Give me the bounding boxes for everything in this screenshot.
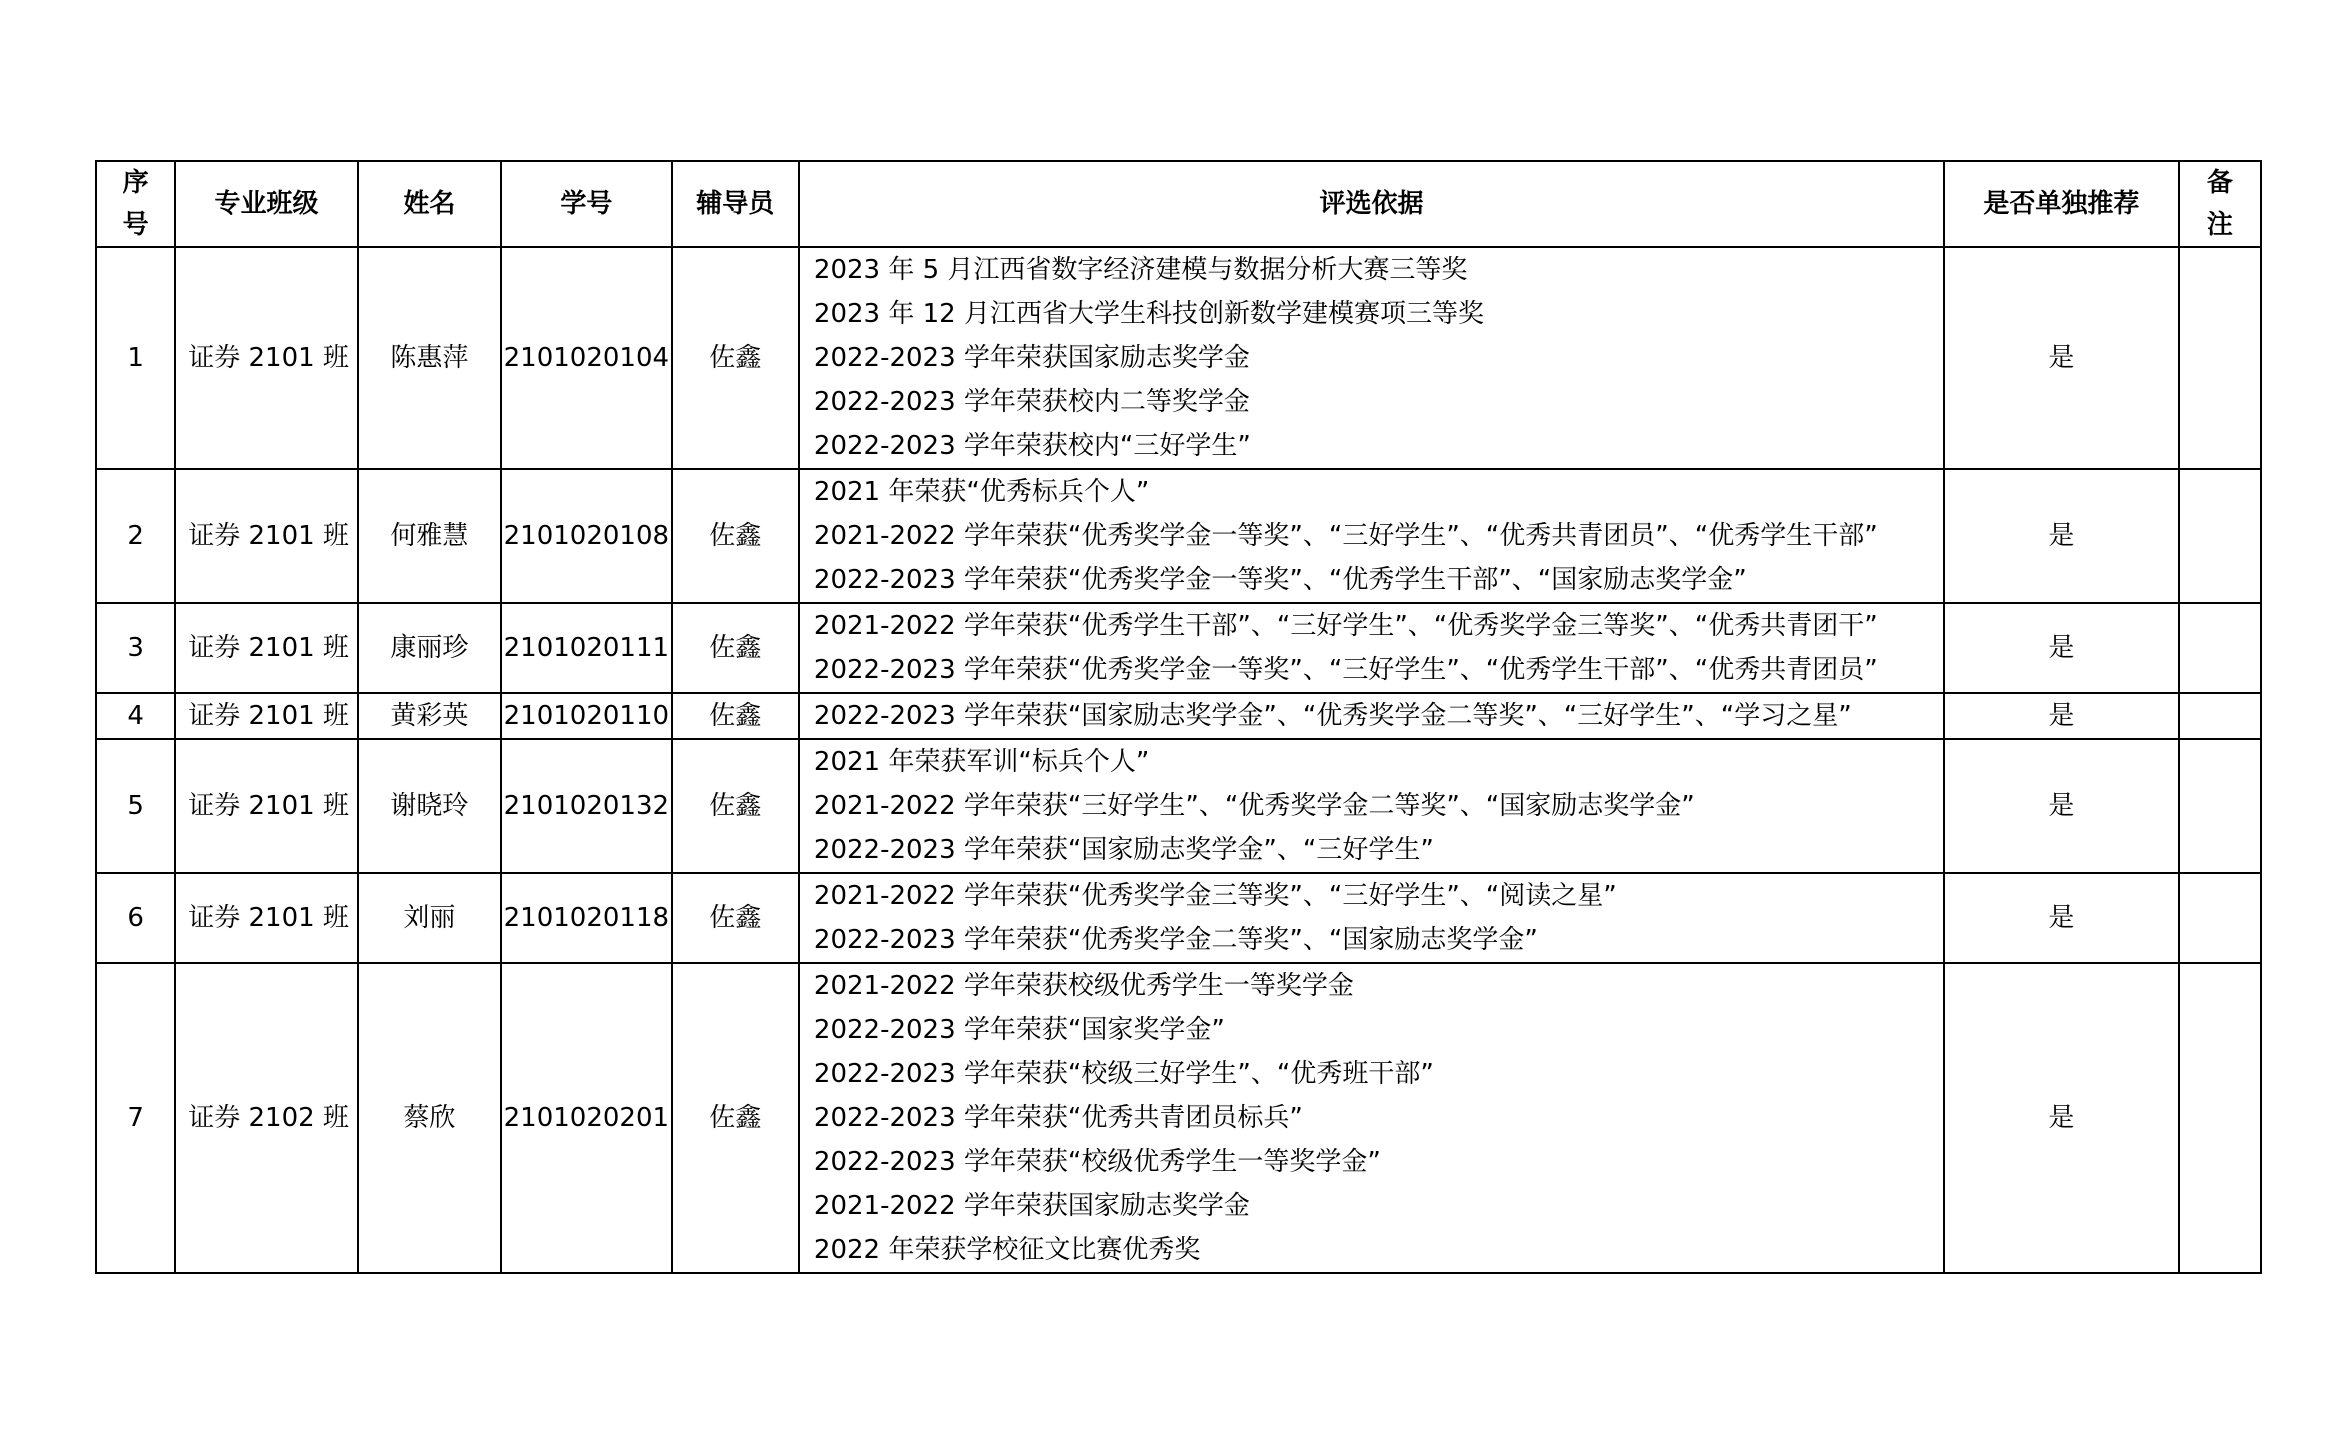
cell-name: 刘丽 (358, 873, 501, 963)
cell-student-id: 2101020201 (501, 963, 671, 1273)
table-row (96, 603, 2261, 693)
cell-name: 康丽珍 (358, 603, 501, 693)
cell-remark (2179, 873, 2261, 963)
cell-basis (799, 247, 1944, 469)
cell-no: 7 (96, 963, 175, 1273)
table-row (96, 693, 2261, 739)
cell-student-id: 2101020108 (501, 469, 671, 603)
award-recommendation-table-wrapper (95, 160, 2262, 1274)
award-recommendation-table (95, 160, 2262, 1274)
cell-student-id: 2101020111 (501, 603, 671, 693)
header-basis: 评选依据 (799, 161, 1944, 247)
table-row (96, 963, 2261, 1273)
cell-class: 证券 2101 班 (175, 873, 358, 963)
cell-basis (799, 469, 1944, 603)
cell-separate-recommendation: 是 (1944, 873, 2179, 963)
basis-line: 2022-2023 学年荣获“优秀奖学金一等奖”、“优秀学生干部”、“国家励志奖学金” (813, 565, 1747, 595)
basis-line: 2021-2022 学年荣获“三好学生”、“优秀奖学金二等奖”、“国家励志奖学金” (813, 791, 1695, 821)
table-row (96, 247, 2261, 469)
header-no: 序号 (96, 161, 175, 247)
header-name: 姓名 (358, 161, 501, 247)
cell-name: 黄彩英 (358, 693, 501, 739)
cell-basis (799, 739, 1944, 873)
cell-separate-recommendation: 是 (1944, 247, 2179, 469)
basis-line: 2022-2023 学年荣获“优秀奖学金一等奖”、“三好学生”、“优秀学生干部”、“优秀共青团员” (813, 655, 1878, 685)
basis-line: 2022-2023 学年荣获校内“三好学生” (813, 431, 1251, 461)
basis-line: 2023 年 5 月江西省数字经济建模与数据分析大赛三等奖 (813, 255, 1468, 285)
cell-no: 1 (96, 247, 175, 469)
cell-remark (2179, 603, 2261, 693)
cell-advisor: 佐鑫 (672, 693, 799, 739)
cell-separate-recommendation: 是 (1944, 603, 2179, 693)
cell-name: 谢晓玲 (358, 739, 501, 873)
basis-line: 2022-2023 学年荣获“优秀共青团员标兵” (813, 1103, 1303, 1133)
basis-line: 2022-2023 学年荣获“国家励志奖学金”、“三好学生” (813, 835, 1434, 865)
basis-line: 2022-2023 学年荣获“校级优秀学生一等奖学金” (813, 1147, 1381, 1177)
cell-class: 证券 2101 班 (175, 603, 358, 693)
cell-remark (2179, 739, 2261, 873)
basis-line: 2021-2022 学年荣获“优秀奖学金三等奖”、“三好学生”、“阅读之星” (813, 881, 1617, 911)
cell-advisor: 佐鑫 (672, 873, 799, 963)
cell-class: 证券 2101 班 (175, 469, 358, 603)
cell-separate-recommendation: 是 (1944, 469, 2179, 603)
cell-student-id: 2101020104 (501, 247, 671, 469)
basis-line: 2022-2023 学年荣获“国家奖学金” (813, 1015, 1225, 1045)
table-row (96, 873, 2261, 963)
cell-basis (799, 693, 1944, 739)
basis-line: 2021-2022 学年荣获“优秀学生干部”、“三好学生”、“优秀奖学金三等奖”、“优秀共青团干” (813, 611, 1878, 641)
basis-line: 2021-2022 学年荣获校级优秀学生一等奖学金 (813, 971, 1354, 1001)
cell-advisor: 佐鑫 (672, 603, 799, 693)
basis-line: 2022 年荣获学校征文比赛优秀奖 (813, 1235, 1201, 1265)
cell-name: 何雅慧 (358, 469, 501, 603)
cell-separate-recommendation: 是 (1944, 963, 2179, 1273)
basis-line: 2022-2023 学年荣获“校级三好学生”、“优秀班干部” (813, 1059, 1434, 1089)
cell-advisor: 佐鑫 (672, 469, 799, 603)
cell-student-id: 2101020110 (501, 693, 671, 739)
cell-class: 证券 2102 班 (175, 963, 358, 1273)
basis-line: 2023 年 12 月江西省大学生科技创新数学建模赛项三等奖 (813, 299, 1484, 329)
cell-advisor: 佐鑫 (672, 963, 799, 1273)
header-class: 专业班级 (175, 161, 358, 247)
cell-advisor: 佐鑫 (672, 247, 799, 469)
basis-line: 2022-2023 学年荣获校内二等奖学金 (813, 387, 1250, 417)
cell-name: 蔡欣 (358, 963, 501, 1273)
cell-no: 6 (96, 873, 175, 963)
cell-name: 陈惠萍 (358, 247, 501, 469)
basis-line: 2021-2022 学年荣获“优秀奖学金一等奖”、“三好学生”、“优秀共青团员”、“优秀学生干部” (813, 521, 1878, 551)
cell-no: 2 (96, 469, 175, 603)
basis-line: 2021-2022 学年荣获国家励志奖学金 (813, 1191, 1250, 1221)
cell-remark (2179, 693, 2261, 739)
header-row (96, 161, 2261, 247)
basis-line: 2022-2023 学年荣获“国家励志奖学金”、“优秀奖学金二等奖”、“三好学生”、“学习之星” (813, 701, 1852, 731)
cell-student-id: 2101020118 (501, 873, 671, 963)
cell-advisor: 佐鑫 (672, 739, 799, 873)
cell-student-id: 2101020132 (501, 739, 671, 873)
basis-line: 2022-2023 学年荣获国家励志奖学金 (813, 343, 1250, 373)
cell-remark (2179, 469, 2261, 603)
cell-separate-recommendation: 是 (1944, 693, 2179, 739)
cell-remark (2179, 247, 2261, 469)
header-separate-recommendation: 是否单独推荐 (1944, 161, 2179, 247)
table-row (96, 739, 2261, 873)
cell-no: 4 (96, 693, 175, 739)
cell-basis (799, 963, 1944, 1273)
header-student-id: 学号 (501, 161, 671, 247)
cell-no: 3 (96, 603, 175, 693)
cell-remark (2179, 963, 2261, 1273)
basis-line: 2021 年荣获“优秀标兵个人” (813, 477, 1150, 507)
cell-no: 5 (96, 739, 175, 873)
cell-class: 证券 2101 班 (175, 247, 358, 469)
table-row (96, 469, 2261, 603)
cell-class: 证券 2101 班 (175, 739, 358, 873)
header-remark: 备注 (2179, 161, 2261, 247)
cell-basis (799, 603, 1944, 693)
basis-line: 2021 年荣获军训“标兵个人” (813, 747, 1150, 777)
cell-class: 证券 2101 班 (175, 693, 358, 739)
cell-basis (799, 873, 1944, 963)
basis-line: 2022-2023 学年荣获“优秀奖学金二等奖”、“国家励志奖学金” (813, 925, 1538, 955)
cell-separate-recommendation: 是 (1944, 739, 2179, 873)
header-advisor: 辅导员 (672, 161, 799, 247)
